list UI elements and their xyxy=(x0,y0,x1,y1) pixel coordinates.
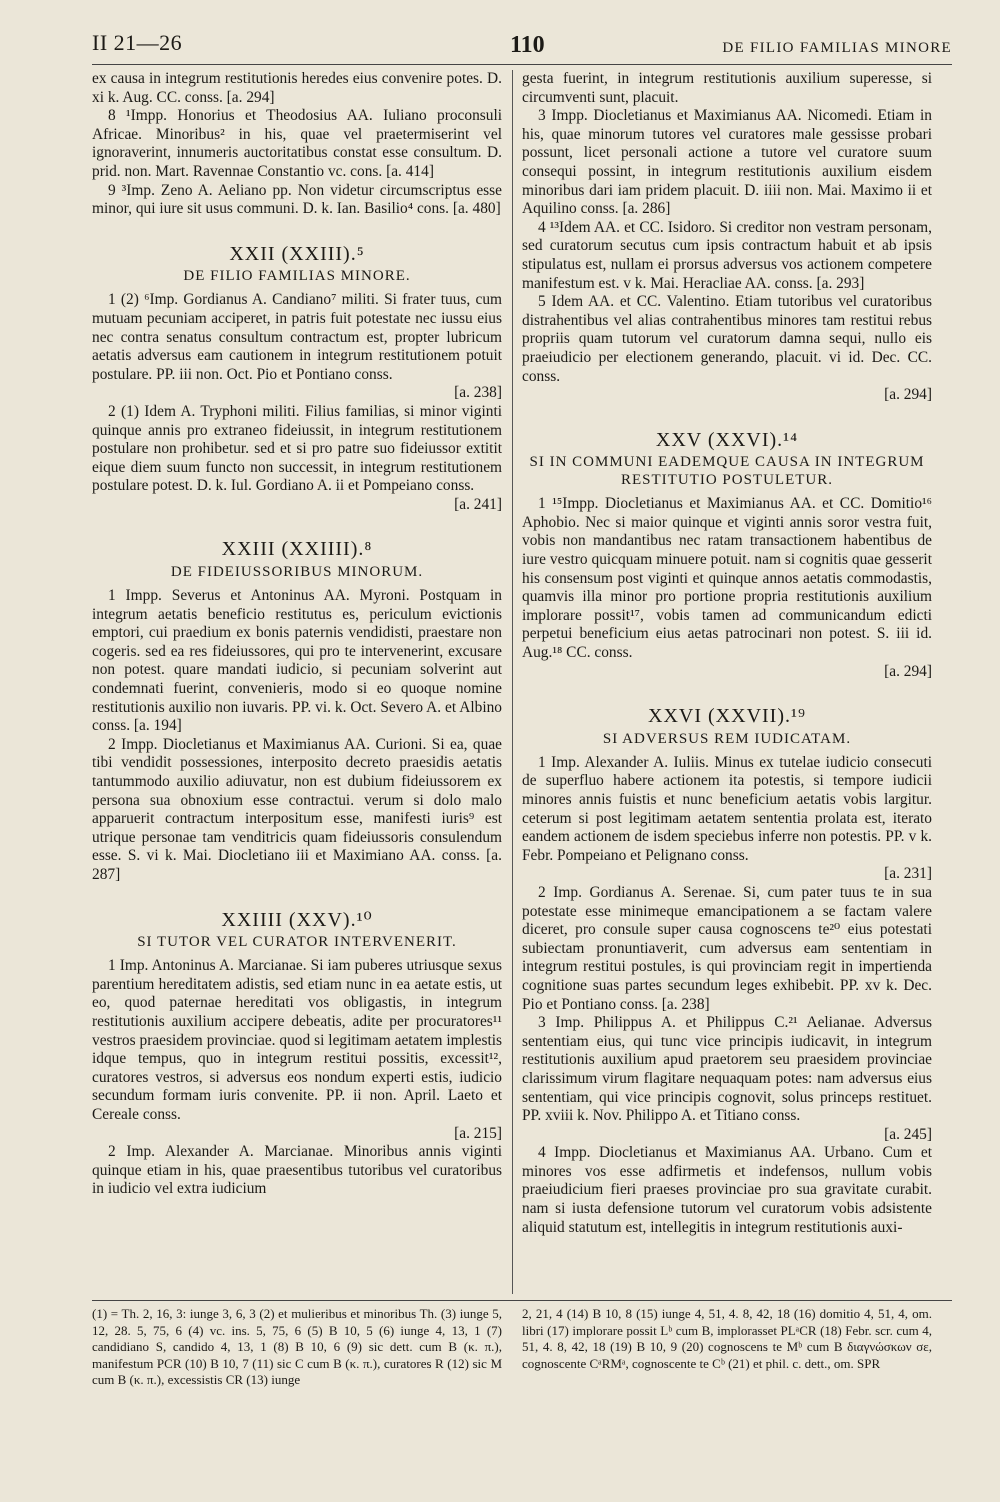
paragraph-intro: ex causa in integrum restitutionis heredes eius convenire potes. D. xi k. Aug. CC. conss. [a. 294] xyxy=(92,70,502,106)
paragraph-xxiii-2: 2 Impp. Diocletianus et Maximianus AA. Curioni. Si ea, quae tibi vendidit possessiones, interposito decreto praesidis aetatis tantummodo auxilio adiuvatur, non est dubium fideiussorem ex persona sua obnoxium esse contractui. verum si dolo malo apparuerit contractum interpositum esse, manifesti iuris⁹ est utrique personae tam venditricis quam fideiussoris consulendum esse. S. vi k. Mai. Diocletiano iii et Maximiano AA. conss. [a. 287] xyxy=(92,735,502,883)
paragraph-8: 8 ¹Impp. Honorius et Theodosius AA. Iuliano proconsuli Africae. Minoribus² in his, quae vel praetermiserint vel ignoraverint, innumeris auctoritatibus constat esse consultum. D. prid. non. Mart. Ravennae Constantio vc. cons. [a. 414] xyxy=(92,107,502,180)
title-name-xxiii: DE FIDEIUSSORIBUS MINORUM. xyxy=(170,564,424,581)
footnotes-right xyxy=(522,1306,932,1372)
right-column xyxy=(522,70,932,1237)
title-heading-xxv: XXV (XXVI).¹⁴ xyxy=(655,428,799,451)
running-title: DE FILIO FAMILIAS MINORE xyxy=(722,40,952,56)
paragraph-xxiiii-1: 1 Imp. Antoninus A. Marcianae. Si iam puberes utriusque sexus parentium hereditatem adistis, sed etiam nunc in ea aetate estis, ut eo, quod paternae hereditati vos obligastis, in integrum restitutionis auxilium accipere debeatis, adite per procuratores¹¹ vestros praesidem provinciae. quod si legitimam aetatem implestis idque tempus, quo in integrum restitui possitis, excessit¹², curatores vestros, si adversus eos nondum experti estis, iudicio secundum formam iuris convenite. PP. ii non. April. Laeto et Cereale conss. xyxy=(92,957,502,1123)
title-heading-xxiiii: XXIIII (XXV).¹⁰ xyxy=(221,908,373,931)
paragraph-xxii-2: 2 (1) Idem A. Tryphoni militi. Filius familias, si minor viginti quinque annis pro extraneo fideiussit, in integrum restitutionem postulare non prohibetur. sed et si pro patre suo fideiussor extitit eique diem suum functo non successit, in integrum restitutionem postulare potest. D. k. Iul. Gordiano A. ii et Pompeiano conss. xyxy=(92,402,502,495)
date-xxvi-3: [a. 245] xyxy=(884,1125,932,1143)
date-xxii-2: [a. 241] xyxy=(454,495,502,513)
footnote-rule xyxy=(92,1300,952,1301)
title-heading-xxvi: XXVI (XXVII).¹⁹ xyxy=(648,705,806,728)
date-xxiiii-1: [a. 215] xyxy=(454,1124,502,1142)
date-xxv-1: [a. 294] xyxy=(884,662,932,680)
footnote-text: 2, 21, 4 (14) B 10, 8 (15) iunge 4, 51, 4. 8, 42, 18 (16) domitio 4, 51, 4, om. libri (17) implorare possit Lᵇ cum B, implorasset PLᵃCR (18) Febr. scr. cum 4, 51, 4. 8, 42, 18 (19) B 10, 9 (20) cognoscens te Mᵇ cum B διαγνώσκων σε, cognoscente CᵃRMᵃ, cognoscente te Cᵇ (21) et phil. c. dett., om. SPR xyxy=(522,1306,932,1371)
paragraph-xxvi-2: 2 Imp. Gordianus A. Serenae. Si, cum pater tuus te in sua potestate esse minimeque emancipationem a se factam valere diceret, pro consule super causa cognoscens te²⁰ eius potestati subiectam pronuntiaverit, cum adversus eam sententiam in integrum restitui postules, is qui provinciam regit in impertienda cognitione suas partes secundum leges exhibebit. PP. xv k. Dec. Pio et Pontiano conss. [a. 238] xyxy=(522,883,932,1013)
left-column xyxy=(92,70,502,1199)
paragraph-xxiiii-2: 2 Imp. Alexander A. Marcianae. Minoribus annis viginti quinque etiam in his, quae praesentibus tutoribus vel curatoribus in iudicio vel extra iudicium xyxy=(92,1143,502,1198)
footnotes-left xyxy=(92,1306,502,1389)
paragraph-xxiii-1: 1 Impp. Severus et Antoninus AA. Myroni. Postquam in integrum aetatis beneficio restitutus es, periculum evictionis emptori, cui praedium ex bonis paternis vendidisti, praestare non cogeris. sed ea res fideiussores, qui pro te intervenerint, excusare non potest. quare mandati iudicio, si pecuniam solverint aut condemnati fuerint, convenieris, modo si eo quoque nomine restitutionis auxilio non iuvaris. PP. vi. k. Oct. Severo A. et Albino conss. [a. 194] xyxy=(92,587,502,735)
title-name-xxii: DE FILIO FAMILIAS MINORE. xyxy=(183,268,411,285)
title-name-xxv: SI IN COMMUNI EADEMQUE CAUSA IN INTEGRUM RESTITUTIO POSTULETUR. xyxy=(529,454,925,489)
title-name-xxvi: SI ADVERSUS REM IUDICATAM. xyxy=(602,730,852,747)
paragraph-9: 9 ³Imp. Zeno A. Aeliano pp. Non videtur circumscriptus esse minor, qui iure sit usus communi. D. k. Ian. Basilio⁴ cons. [a. 480] xyxy=(92,181,502,218)
title-heading-xxiii: XXIII (XXIIII).⁸ xyxy=(221,538,373,561)
date-xxvi-1: [a. 231] xyxy=(884,865,932,883)
title-name-xxiiii: SI TUTOR VEL CURATOR INTERVENERIT. xyxy=(137,934,457,951)
footnote-text: (1) = Th. 2, 16, 3: iunge 3, 6, 3 (2) et mulieribus et minoribus Th. (3) iunge 5, 12, 28. 5, 75, 6 (4) vc. ins. 5, 75, 6 (5) B 10, 5 (6) iunge 4, 13, 1 (7) candidiano S, candido 4, 13, 1 (8) B 10, 6 (9) sic dett. cum B (κ. π.), manifestum PCR (10) B 10, 7 (11) sic C cum B (κ. π.), curatores R (12) sic M cum B (κ. π.), excessistis CR (13) iunge xyxy=(92,1306,502,1387)
paragraph-xxvi-4: 4 Impp. Diocletianus et Maximianus AA. Urbano. Cum et minores vos esse adfirmetis et indefensos, nullum vobis praeiudicium fieri praeses provinciae pro sua gravitate curabit. nam si iusta defensione tutorum vel curatorum vobis adsistente aliquid statutum est, intellegitis in integrum restitutionis auxi- xyxy=(522,1144,932,1236)
title-heading-xxii: XXII (XXIII).⁵ xyxy=(229,242,365,265)
paragraph-xxiiii-5: 5 Idem AA. et CC. Valentino. Etiam tutoribus vel curatoribus distrahentibus vel alias contrahentibus minores tam restitui rebus propriis quam tutorum vel curatorum damna sequi, nullo eis praeiudicio per electionem generando, placuit. vi id. Dec. CC. conss. xyxy=(522,293,932,385)
paragraph-xxiiii-4: 4 ¹³Idem AA. et CC. Isidoro. Si creditor non vestram personam, sed curatorum secutus cum ipsis contractum habuit et ab ipsis stipulatus est, nullam ei prorsus adversus vos actionem competere manifestum est. v k. Mai. Heracliae AA. conss. [a. 293] xyxy=(522,218,932,292)
paragraph-xxvi-3: 3 Imp. Philippus A. et Philippus C.²¹ Aelianae. Adversus sententiam eius, qui tunc vice principis iudicavit, in integrum restitutionis auxilium apud praetorem seu praesidem provinciae clarissimum virum flagitare nequaquam potes: nam adversus eius sententiam, qui vice principis cognovit, solus princeps restituet. PP. xviii k. Nov. Philippo A. et Titiano conss. xyxy=(522,1014,932,1125)
column-divider xyxy=(512,70,513,1294)
paragraph-xxii-1: 1 (2) ⁶Imp. Gordianus A. Candiano⁷ militi. Si frater tuus, cum mutuam pecuniam acciperet, in patris fuit potestate nec iussu eius nec contra senatus consultum contractum est, propter lubricum aetatis adversus eam cautionem in integrum restitutionem potuit postulare. PP. iii non. Oct. Pio et Pontiano conss. xyxy=(92,291,502,383)
paragraph-xxiiii-3: 3 Impp. Diocletianus et Maximianus AA. Nicomedi. Etiam in his, quae minorum tutores vel curatores male gessisse probari possunt, licet personali actione a tutore vel curatore suum consequi possint, in integrum restitutionis auxilium eisdem minoribus dari iam pridem placuit. D. iiii non. Mai. Maximo ii et Aquilino conss. [a. 286] xyxy=(522,107,932,218)
running-head xyxy=(92,26,952,66)
paragraph-xxv-1: 1 ¹⁵Impp. Diocletianus et Maximianus AA. et CC. Domitio¹⁶ Aphobio. Nec si maior quinque et viginti annis soror vestra fuit, vobis non mandantibus nec ratam transactionem habentibus de iure vestro quicquam minuere potuit. nam si cognitis quae gesserit his consensum post viginti et quinque annos aetatis commodastis, quamvis illa minor pro portione propria restitutionis auxilium implorare possit¹⁷, vobis tamen ad communicandum edicti perpetui beneficium eius aetas patrocinari non potest. S. iii id. Aug.¹⁸ CC. conss. xyxy=(522,495,932,662)
section-range: II 21—26 xyxy=(92,30,183,55)
date-xxii-1: [a. 238] xyxy=(454,384,502,402)
date-xxiiii-5: [a. 294] xyxy=(884,386,932,404)
header-rule xyxy=(92,64,952,65)
page-number: 110 xyxy=(510,32,545,58)
paragraph-xxvi-1: 1 Imp. Alexander A. Iuliis. Minus ex tutelae iudicio consecuti de superfluo habere actionem ita potestis, si tempore iudicii minores annis fuistis et nunc beneficium aetatis vobis largitur. ceterum si post legitimam aetatem sententia prolata est, iterato eandem actionem de isdem speciebus inferre non potestis. PP. v k. Febr. Pompeiano et Pelignano conss. xyxy=(522,753,932,864)
paragraph-continued: gesta fuerint, in integrum restitutionis auxilium superesse, si circumventi sunt, placuit. xyxy=(522,70,932,106)
